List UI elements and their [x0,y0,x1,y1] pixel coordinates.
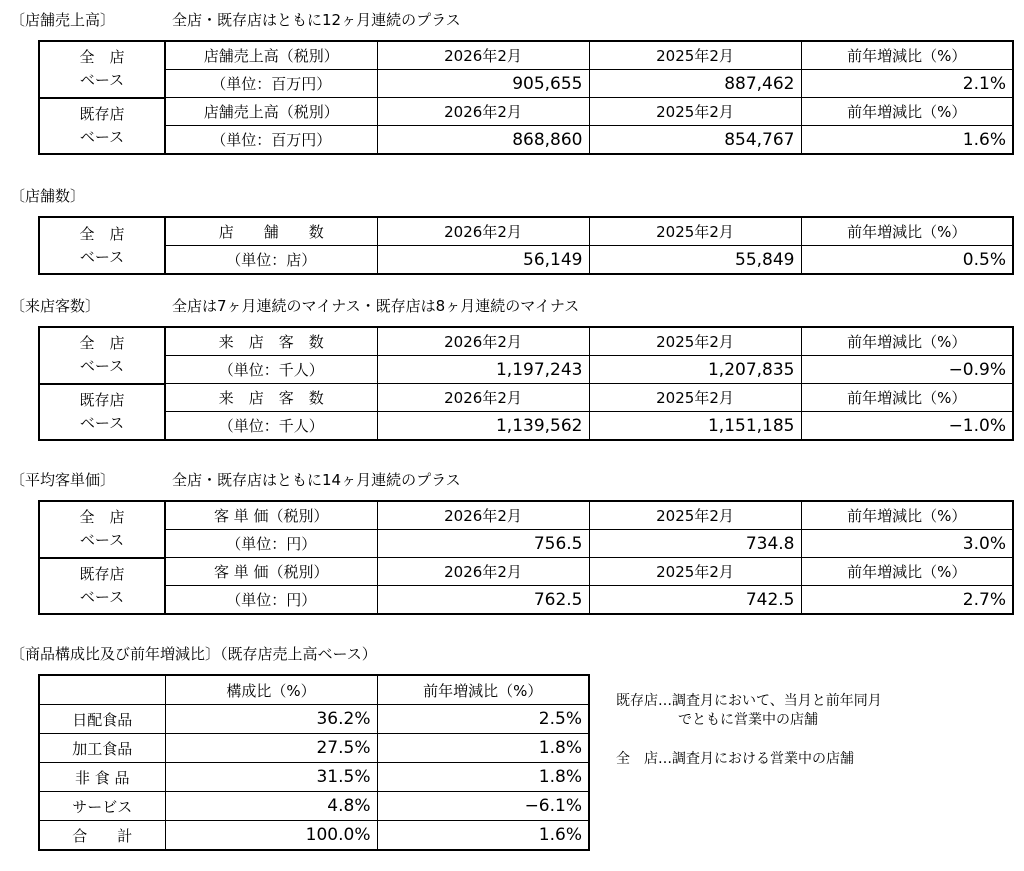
col-prior-month: 2025年2月 [589,217,801,246]
col-yoy: 前年増減比（%） [801,41,1013,70]
mix-ratio: 4.8% [165,792,377,821]
value-current: 1,197,243 [377,356,589,384]
section-title-customers: 〔来店客数〕 [10,297,101,315]
section-title-stores: 〔店舗数〕 [10,187,86,205]
unit-label: （単位：百万円） [165,70,377,98]
col-current-month: 2026年2月 [377,98,589,126]
metric-label: 店舗売上高（税別） [165,98,377,126]
mix-category: 日配食品 [39,705,165,734]
mix-ratio: 31.5% [165,763,377,792]
unit-label: （単位：百万円） [165,126,377,155]
avg-spend-table [38,500,1014,615]
base-label-all: 全 店 ベース [39,217,165,274]
value-prior: 887,462 [589,70,801,98]
value-yoy: 2.1% [801,70,1013,98]
col-current-month: 2026年2月 [377,558,589,586]
mix-yoy: −6.1% [377,792,589,821]
col-yoy: 前年増減比（%） [801,217,1013,246]
col-current-month: 2026年2月 [377,327,589,356]
value-yoy: −1.0% [801,412,1013,441]
base-label-all: 全 店 ベース [39,327,165,384]
mix-ratio: 36.2% [165,705,377,734]
mix-yoy: 1.8% [377,763,589,792]
value-current: 756.5 [377,530,589,558]
value-yoy: −0.9% [801,356,1013,384]
value-current: 868,860 [377,126,589,155]
col-current-month: 2026年2月 [377,41,589,70]
col-yoy: 前年増減比（%） [801,98,1013,126]
value-current: 762.5 [377,586,589,615]
note-all-stores: 全 店…調査月における営業中の店舗 [616,751,854,767]
col-prior-month: 2025年2月 [589,327,801,356]
note-existing-line2: でともに営業中の店舗 [678,712,818,728]
col-current-month: 2026年2月 [377,217,589,246]
stores-table [38,216,1014,275]
mix-ratio: 27.5% [165,734,377,763]
mix-header-ratio: 構成比（%） [165,675,377,705]
base-label-existing: 既存店 ベース [39,384,165,441]
customers-table [38,326,1014,441]
mix-ratio-total: 100.0% [165,821,377,851]
value-prior: 1,207,835 [589,356,801,384]
value-yoy: 1.6% [801,126,1013,155]
section-subtitle-avg-spend: 全店・既存店はともに14ヶ月連続のプラス [172,471,461,489]
col-yoy: 前年増減比（%） [801,384,1013,412]
col-current-month: 2026年2月 [377,501,589,530]
col-prior-month: 2025年2月 [589,384,801,412]
col-prior-month: 2025年2月 [589,41,801,70]
mix-corner-cell [39,675,165,705]
unit-label: （単位：円） [165,530,377,558]
mix-category: サービス [39,792,165,821]
value-prior: 854,767 [589,126,801,155]
value-yoy: 0.5% [801,246,1013,275]
mix-category: 非 食 品 [39,763,165,792]
metric-label: 来 店 客 数 [165,384,377,412]
value-prior: 1,151,185 [589,412,801,441]
value-current: 56,149 [377,246,589,275]
col-prior-month: 2025年2月 [589,98,801,126]
base-label-existing: 既存店 ベース [39,558,165,615]
col-yoy: 前年増減比（%） [801,558,1013,586]
mix-category-total: 合 計 [39,821,165,851]
value-prior: 742.5 [589,586,801,615]
mix-header-yoy: 前年増減比（%） [377,675,589,705]
metric-label: 客 単 価（税別） [165,558,377,586]
section-title-product-mix: 〔商品構成比及び前年増減比〕（既存店売上高ベース） [10,645,377,663]
section-subtitle-sales: 全店・既存店はともに12ヶ月連続のプラス [172,11,461,29]
section-subtitle-customers: 全店は7ヶ月連続のマイナス・既存店は8ヶ月連続のマイナス [172,297,580,315]
col-yoy: 前年増減比（%） [801,501,1013,530]
base-label-existing: 既存店 ベース [39,98,165,155]
metric-label: 店舗売上高（税別） [165,41,377,70]
base-label-all: 全 店 ベース [39,41,165,98]
mix-yoy-total: 1.6% [377,821,589,851]
value-yoy: 3.0% [801,530,1013,558]
metric-label: 来 店 客 数 [165,327,377,356]
value-current: 905,655 [377,70,589,98]
sales-table [38,40,1014,155]
base-label-all: 全 店 ベース [39,501,165,558]
note-existing-line1: 既存店…調査月において、当月と前年同月 [616,693,882,709]
mix-yoy: 1.8% [377,734,589,763]
unit-label: （単位：店） [165,246,377,275]
metric-label: 店 舗 数 [165,217,377,246]
mix-yoy: 2.5% [377,705,589,734]
unit-label: （単位：千人） [165,412,377,441]
col-yoy: 前年増減比（%） [801,327,1013,356]
metric-label: 客 単 価（税別） [165,501,377,530]
section-title-sales: 〔店舗売上高〕 [10,11,116,29]
value-prior: 55,849 [589,246,801,275]
col-current-month: 2026年2月 [377,384,589,412]
mix-category: 加工食品 [39,734,165,763]
unit-label: （単位：千人） [165,356,377,384]
value-yoy: 2.7% [801,586,1013,615]
product-mix-table [38,674,590,851]
value-prior: 734.8 [589,530,801,558]
unit-label: （単位：円） [165,586,377,615]
col-prior-month: 2025年2月 [589,558,801,586]
col-prior-month: 2025年2月 [589,501,801,530]
value-current: 1,139,562 [377,412,589,441]
section-title-avg-spend: 〔平均客単価〕 [10,471,116,489]
